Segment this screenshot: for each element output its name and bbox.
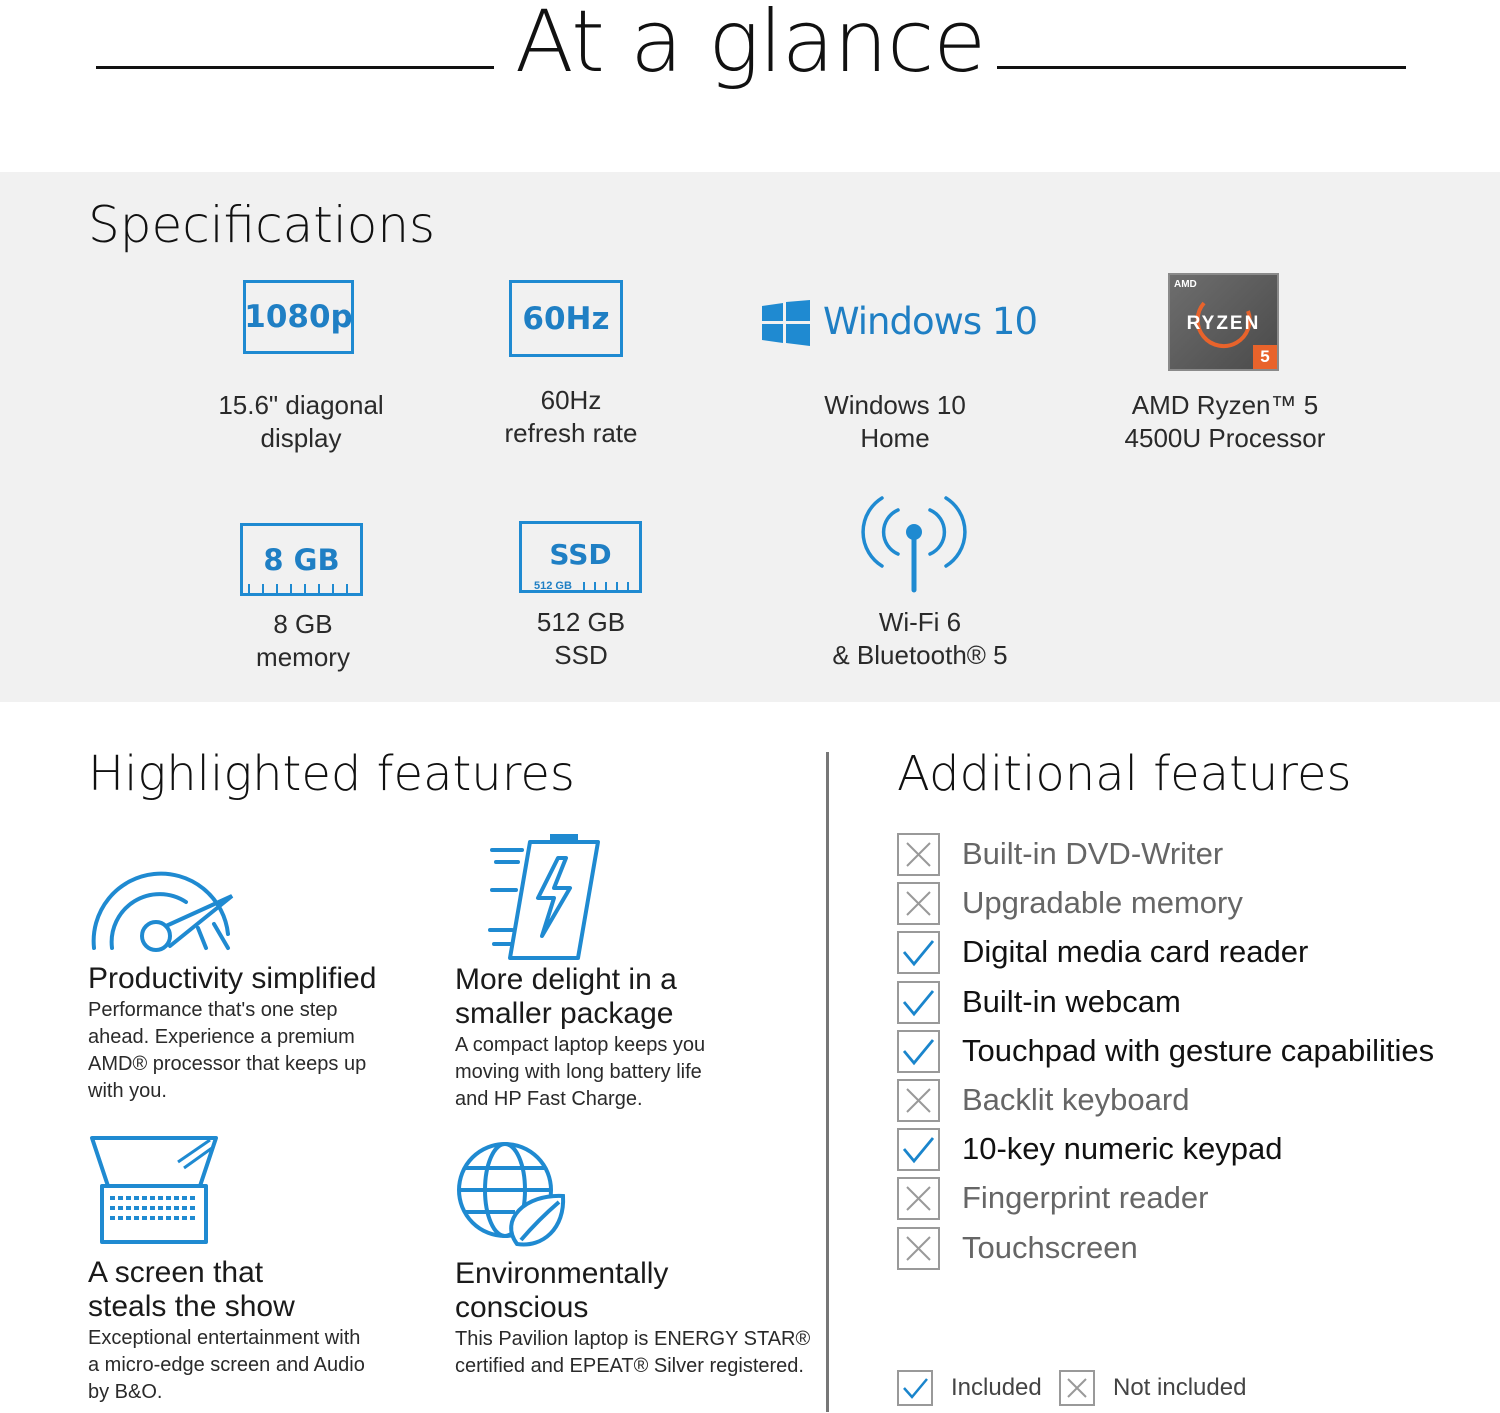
check-icon [897, 1370, 933, 1406]
speedometer-icon [86, 856, 238, 956]
check-icon [897, 1030, 940, 1073]
additional-feature-label: Digital media card reader [962, 934, 1309, 969]
amd-ryzen-badge-icon: AMD RYZEN 5 [1168, 273, 1279, 371]
cross-icon [897, 1177, 940, 1220]
additional-feature-row [897, 1177, 1208, 1219]
memory-module-icon: 8 GB [240, 523, 363, 596]
additional-feature-label: Touchpad with gesture capabilities [962, 1033, 1435, 1068]
additional-feature-label: Touchscreen [962, 1230, 1138, 1265]
feature-body-environment: This Pavilion laptop is ENERGY STAR® certified and EPEAT® Silver registered. [455, 1328, 811, 1377]
spec-memory: 8 GB memory [256, 609, 350, 672]
ssd-drive-icon: SSD [519, 521, 642, 593]
globe-leaf-icon [455, 1140, 567, 1248]
wifi-antenna-icon [858, 492, 970, 594]
page-title: At a glance [0, 0, 1500, 92]
cross-icon [897, 1227, 940, 1270]
additional-feature-row [897, 1128, 1283, 1170]
check-icon [897, 981, 940, 1024]
additional-feature-row [897, 981, 1181, 1023]
additional-feature-label: Upgradable memory [962, 885, 1243, 920]
cross-icon [897, 882, 940, 925]
spec-refresh-rate: 60Hz refresh rate [504, 385, 638, 448]
spec-storage: 512 GB SSD [536, 607, 626, 670]
additional-feature-label: Built-in DVD-Writer [962, 836, 1224, 871]
refresh-rate-badge-icon: 60Hz [509, 280, 623, 357]
additional-feature-row [897, 931, 1308, 973]
feature-heading-environment: Environmentally conscious [455, 1257, 669, 1324]
additional-feature-label: Backlit keyboard [962, 1082, 1190, 1117]
section-divider [826, 752, 829, 1412]
additional-feature-row [897, 1030, 1434, 1072]
additional-feature-label: Built-in webcam [962, 984, 1181, 1019]
feature-heading-screen: A screen that steals the show [88, 1256, 295, 1323]
specifications-section [0, 172, 1500, 702]
cross-icon [897, 1079, 940, 1122]
highlighted-features-title: Highlighted features [88, 746, 575, 802]
check-icon [897, 1128, 940, 1171]
resolution-badge-icon: 1080p [243, 280, 354, 354]
ssd-capacity-mark: 512 GB [534, 580, 572, 592]
cross-icon [897, 833, 940, 876]
cross-icon [1059, 1370, 1095, 1406]
specifications-title: Specifications [88, 196, 436, 254]
feature-heading-productivity: Productivity simplified [88, 962, 377, 995]
additional-features-title: Additional features [897, 746, 1352, 802]
laptop-screen-icon [88, 1136, 220, 1246]
feature-body-productivity: Performance that's one step ahead. Experience a premium AMD® processor that keeps up with you. [88, 999, 367, 1102]
spec-processor: AMD Ryzen™ 5 4500U Processor [1124, 390, 1326, 453]
feature-heading-battery: More delight in a smaller package [455, 963, 677, 1030]
additional-feature-row [897, 882, 1243, 924]
spec-os: Windows 10 Home [824, 390, 966, 453]
feature-body-screen: Exceptional entertainment with a micro-edge screen and Audio by B&O. [88, 1327, 365, 1403]
battery-charge-icon [488, 832, 604, 964]
additional-feature-row [897, 1227, 1138, 1269]
additional-feature-row [897, 1079, 1189, 1121]
spec-wireless: Wi-Fi 6 & Bluetooth® 5 [832, 607, 1008, 670]
spec-display: 15.6" diagonal display [218, 390, 384, 453]
legend-included: Included [897, 1370, 1042, 1406]
feature-body-battery: A compact laptop keeps you moving with long battery life and HP Fast Charge. [455, 1034, 706, 1110]
check-icon [897, 931, 940, 974]
windows-wordmark: Windows 10 [823, 300, 1038, 343]
ssd-drive-pins [583, 582, 635, 591]
memory-module-pins [248, 584, 355, 594]
legend-not-included: Not included [1059, 1370, 1246, 1406]
additional-feature-row [897, 833, 1223, 875]
windows-logo-icon [762, 300, 810, 346]
additional-feature-label: 10-key numeric keypad [962, 1131, 1283, 1166]
additional-feature-label: Fingerprint reader [962, 1180, 1209, 1215]
